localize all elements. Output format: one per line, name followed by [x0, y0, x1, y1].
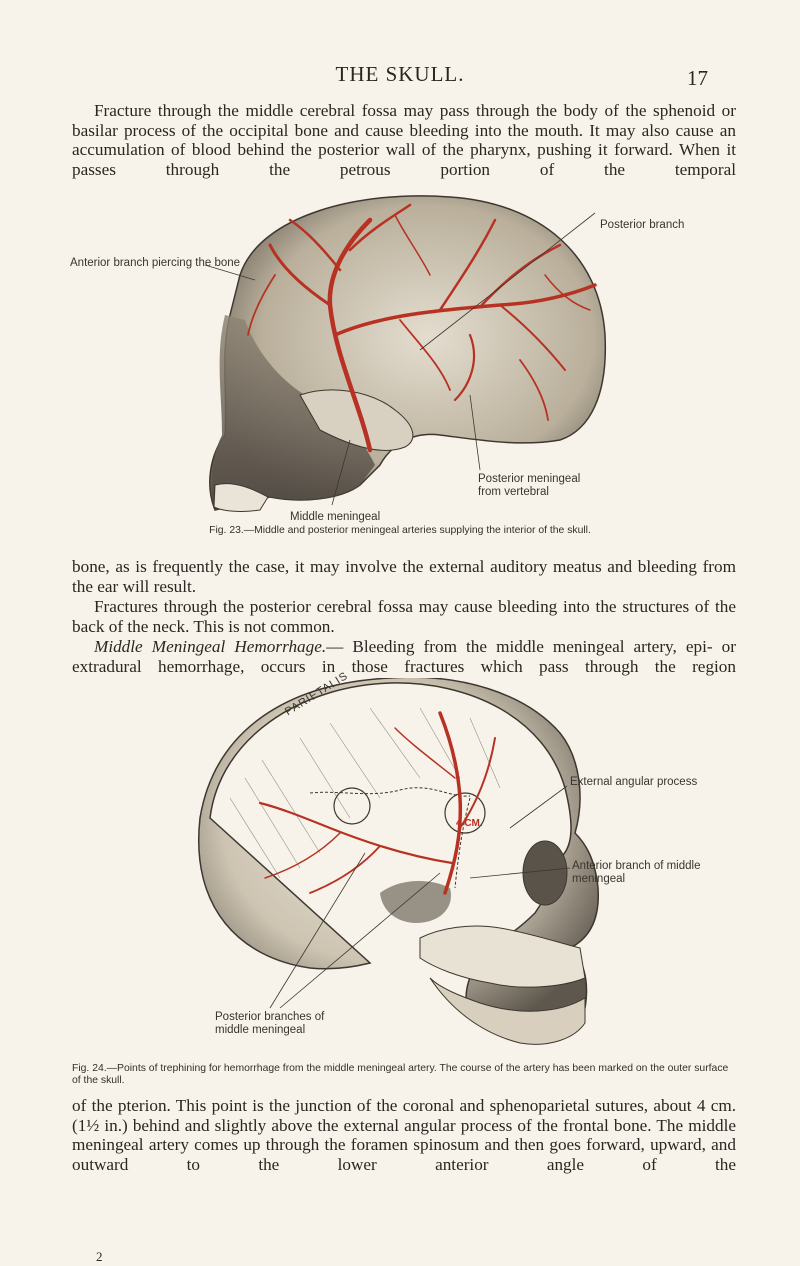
figure-24-caption: Fig. 24.—Points of trephining for hemorrhage from the middle meningeal artery. The course of the artery has been marked on the outer surface of the skull.: [72, 1063, 729, 1086]
label-anterior-branch-middle-meningeal: Anterior branch of middle meningeal: [572, 860, 701, 885]
paragraph-5: of the pterion. This point is the junction of the coronal and sphenoparietal sutures, about 4 cm. (1½ in.) behind and slightly above the external angular process of the frontal bone. The middle meningeal artery comes up through the foramen spinosum and then goes forward, upward, and outward to the lower anterior angle of the: [72, 1096, 736, 1174]
page-header: [0, 62, 800, 92]
label-anterior-branch: Anterior branch piercing the bone: [70, 257, 241, 269]
label-middle-meningeal: Middle meningeal: [290, 511, 381, 523]
figure-23-caption: Fig. 23.—Middle and posterior meningeal arteries supplying the interior of the skull.: [209, 525, 591, 536]
label-parietal-bone: PARIETALIS: [283, 669, 351, 719]
signature-mark: 2: [96, 1249, 103, 1264]
label-measure: 4 CM.: [456, 818, 483, 829]
page-number: 17: [687, 66, 708, 90]
paragraph-2: bone, as is frequently the case, it may involve the external auditory meatus and bleeding from the ear will result.: [72, 557, 736, 596]
label-external-angular: External angular process: [570, 776, 698, 788]
figure-23-illustration: [0, 185, 800, 530]
paragraph-4: [72, 637, 736, 676]
label-posterior-branches: Posterior branches of middle meningeal: [215, 1011, 325, 1036]
paragraph-4-text: — Bleeding from the middle meningeal artery, epi- or extradural hemorrhage, occurs in those fractures which pass through the region: [72, 637, 736, 676]
label-posterior-branch: Posterior branch: [600, 219, 685, 231]
figure-23: [0, 185, 800, 530]
running-title: THE SKULL.: [335, 62, 465, 86]
paragraph-3: Fractures through the posterior cerebral fossa may cause bleeding into the structures of the back of the neck. This is not common.: [72, 597, 736, 636]
figure-24: [0, 669, 800, 1058]
label-posterior-meningeal: Posterior meningeal from vertebral: [478, 473, 581, 498]
section-heading: Middle Meningeal Hemorrhage.: [94, 637, 327, 656]
paragraph-1: Fracture through the middle cerebral fossa may pass through the body of the sphenoid or basilar process of the occipital bone and cause bleeding into the mouth. It may also cause an accumulation of blood behind the posterior wall of the pharynx, pushing it forward. When it passes through the petrous portion of the temporal: [72, 101, 736, 179]
